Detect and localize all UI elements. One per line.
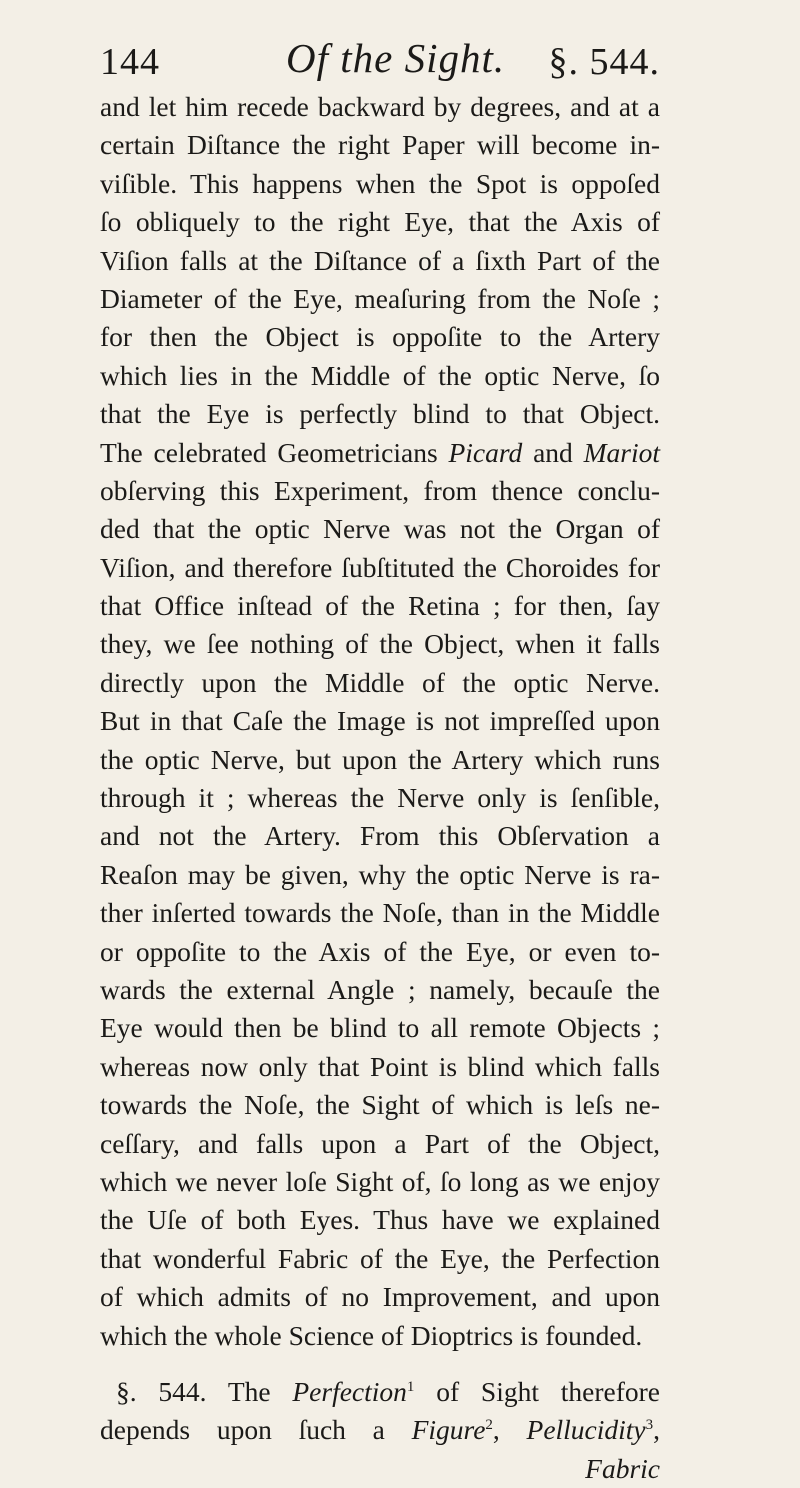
text-line: obſerving this Experiment, from thence conclu- [100,474,660,506]
text-line: whereas now only that Point is blind which falls [100,1050,660,1082]
text-segment: §. 544. The [116,1375,293,1407]
term-pellucidity: Pellucidity [526,1414,646,1446]
section-marker: §. 544. [548,41,660,83]
text-line: wards the external Angle ; namely, becauſe the [100,973,660,1005]
text-line: which we never loſe Sight of, ſo long as we enjoy [100,1165,660,1197]
text-line: Eye would then be blind to all remote Objects ; [100,1012,660,1044]
section-544-line-1 [100,1373,660,1411]
section-544-line-2 [100,1411,660,1449]
text-line: ded that the optic Nerve was not the Organ of [100,513,660,545]
name-mariot: Mariot [583,436,660,468]
text-segment: The celebrated Geometricians [100,436,438,468]
catchword: Fabric [585,1452,660,1484]
term-figure: Figure [411,1414,486,1446]
text-line: and not the Artery. From this Obſervation a [100,820,660,852]
text-line: for then the Object is oppoſite to the Artery [100,321,660,353]
footnote-ref-2: 2 [485,1417,493,1434]
text-segment: and [522,436,584,468]
footnote-ref-1: 1 [406,1378,415,1395]
text-line-names [100,434,660,472]
text-line: Reaſon may be given, why the optic Nerve is ra- [100,858,660,890]
paragraph-gap [100,1355,660,1373]
body-text [100,88,660,1488]
text-line: certain Diſtance the right Paper will become in- [100,129,660,161]
text-line: the Uſe of both Eyes. Thus have we explained [100,1204,660,1236]
text-line: ſo obliquely to the right Eye, that the Axis of [100,206,660,238]
text-segment: of Sight therefore [414,1375,660,1407]
text-line: through it ; whereas the Nerve only is ſenſible, [100,782,660,814]
page-number: 144 [100,41,160,83]
text-line: towards the Noſe, the Sight of which is leſs ne- [100,1089,660,1121]
text-line: that Office inſtead of the Retina ; for then, ſay [100,590,660,622]
text-line: directly upon the Middle of the optic Nerve. [100,666,660,698]
text-line: the optic Nerve, but upon the Artery which runs [100,743,660,775]
text-line: Diameter of the Eye, meaſuring from the Noſe ; [100,282,660,314]
text-line: Viſion, and therefore ſubſtituted the Choroides for [100,551,660,583]
text-line: Viſion falls at the Diſtance of a ſixth Part of the [100,244,660,276]
name-picard: Picard [448,436,523,468]
running-title: Of the Sight. [286,35,506,81]
catchword-line [100,1450,660,1488]
text-line: viſible. This happens when the Spot is oppoſed [100,167,660,199]
text-segment: depends upon ſuch a [100,1414,412,1446]
text-line: and let him recede backward by degrees, and at a [100,91,660,122]
text-line: that the Eye is perfectly blind to that Object. [100,398,660,430]
text-line: which the whole Science of Dioptrics is founded. [100,1319,643,1351]
text-line: which lies in the Middle of the optic Nerve, ſo [100,359,660,391]
text-line: ther inſerted towards the Noſe, than in the Middle [100,897,660,929]
text-line: of which admits of no Improvement, and upon [100,1281,660,1313]
running-header [100,34,660,94]
text-line: or oppoſite to the Axis of the Eye, or even to- [100,935,660,967]
text-segment: , [492,1414,527,1446]
text-line: But in that Caſe the Image is not impreſſed upon [100,705,660,737]
text-segment: , [653,1414,661,1446]
footnote-ref-3: 3 [645,1417,654,1434]
text-line: ceſſary, and falls upon a Part of the Object, [100,1127,660,1159]
term-perfection: Perfection [292,1375,407,1407]
text-line: that wonderful Fabric of the Eye, the Perfection [100,1242,660,1274]
text-line: they, we ſee nothing of the Object, when it falls [100,628,660,660]
